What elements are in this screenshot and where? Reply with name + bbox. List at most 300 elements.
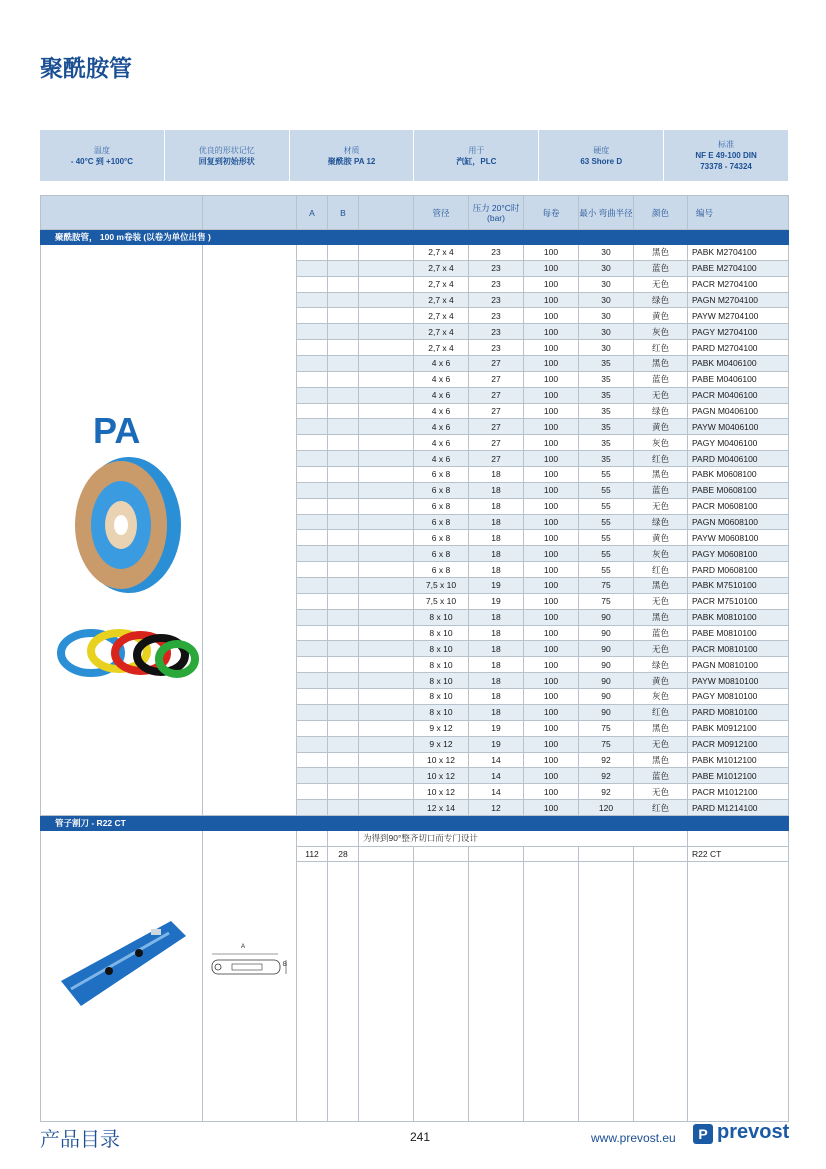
cutter-note: 为得到90°整齐切口而专门设计	[359, 831, 688, 847]
cell-code: PABE M0608100	[688, 482, 789, 498]
cell-tube: 4 x 6	[414, 371, 469, 387]
cell-a	[297, 689, 328, 705]
pa-image-label: PA	[93, 410, 141, 451]
cell-pressure: 23	[469, 324, 524, 340]
cell-color: 蓝色	[634, 625, 688, 641]
cell-pressure: 23	[469, 260, 524, 276]
cell-per-roll: 100	[524, 245, 579, 261]
cell-color: 黄色	[634, 419, 688, 435]
cell-color: 无色	[634, 387, 688, 403]
pa-tube-image-cell	[41, 245, 203, 816]
cell-a	[297, 308, 328, 324]
cell-pressure: 23	[469, 245, 524, 261]
cell-a	[297, 673, 328, 689]
cell-a	[297, 292, 328, 308]
cell-a	[297, 704, 328, 720]
cell-a	[297, 451, 328, 467]
cell-per-roll: 100	[524, 593, 579, 609]
cell-color: 无色	[634, 784, 688, 800]
cell-blank	[359, 657, 414, 673]
cell-b	[328, 689, 359, 705]
cell-color: 黄色	[634, 308, 688, 324]
cell-code: PABK M0406100	[688, 356, 789, 372]
spec-value: 63 Shore D	[580, 156, 623, 166]
cell-b	[328, 419, 359, 435]
cell-code: PABE M1012100	[688, 768, 789, 784]
cell-blank	[359, 862, 414, 1122]
cell-blank	[359, 609, 414, 625]
cell-code: PARD M1214100	[688, 800, 789, 816]
cell-blank	[359, 578, 414, 594]
cell-min-radius: 35	[579, 435, 634, 451]
cell-a	[297, 356, 328, 372]
cell-pressure: 18	[469, 689, 524, 705]
cell-a	[297, 403, 328, 419]
spec-value: 汽缸，PLC	[456, 156, 497, 166]
cell-tube: 4 x 6	[414, 451, 469, 467]
logo-mark: P	[693, 1124, 713, 1144]
cell-per-roll: 100	[524, 324, 579, 340]
cell-a	[297, 752, 328, 768]
cell-blank	[297, 862, 328, 1122]
cell-color: 蓝色	[634, 260, 688, 276]
cell-color: 黑色	[634, 609, 688, 625]
cell-per-roll: 100	[524, 276, 579, 292]
cell-min-radius: 55	[579, 530, 634, 546]
spec-cell	[40, 130, 164, 181]
cell-min-radius: 120	[579, 800, 634, 816]
cell-per-roll: 100	[524, 689, 579, 705]
cutter-icon	[51, 911, 203, 1031]
cell-pressure: 18	[469, 467, 524, 483]
cell-b	[328, 641, 359, 657]
cell-b	[328, 625, 359, 641]
cell-blank	[359, 625, 414, 641]
cell-per-roll: 100	[524, 625, 579, 641]
cell-min-radius: 90	[579, 673, 634, 689]
section-header-cutter	[41, 816, 789, 831]
cell-tube: 2,7 x 4	[414, 340, 469, 356]
cell-blank	[359, 340, 414, 356]
cell-tube: 2,7 x 4	[414, 260, 469, 276]
cell-pressure: 27	[469, 403, 524, 419]
cell-tube: 8 x 10	[414, 625, 469, 641]
cell-code: PACR M0912100	[688, 736, 789, 752]
spec-cell	[413, 130, 538, 181]
cell-per-roll: 100	[524, 403, 579, 419]
cell-min-radius: 30	[579, 308, 634, 324]
cell-pressure: 27	[469, 435, 524, 451]
cell-min-radius: 90	[579, 657, 634, 673]
section-title: 聚酰胺管， 100 m卷装 (以卷为单位出售 )	[41, 230, 789, 245]
cell-a	[297, 625, 328, 641]
cell-a	[297, 720, 328, 736]
cell-tube: 8 x 10	[414, 641, 469, 657]
cell-blank	[359, 498, 414, 514]
dimension-a-label: A	[241, 944, 246, 950]
cell-min-radius: 90	[579, 641, 634, 657]
cell-min-radius: 35	[579, 451, 634, 467]
cell-min-radius: 35	[579, 356, 634, 372]
cell-blank	[359, 260, 414, 276]
cell-tube: 6 x 8	[414, 562, 469, 578]
cell-pressure: 27	[469, 451, 524, 467]
cell-blank	[359, 673, 414, 689]
cell-blank	[414, 862, 469, 1122]
cell-code: PARD M0608100	[688, 562, 789, 578]
cell-color: 绿色	[634, 657, 688, 673]
header-b: B	[328, 196, 359, 230]
cell-blank	[359, 245, 414, 261]
cell-code: PABK M2704100	[688, 245, 789, 261]
cell-color: 红色	[634, 704, 688, 720]
cell-b	[328, 578, 359, 594]
cell-a	[297, 562, 328, 578]
cell-pressure: 23	[469, 340, 524, 356]
cell-blank	[579, 862, 634, 1122]
cell-min-radius: 90	[579, 625, 634, 641]
cell-per-roll: 100	[524, 435, 579, 451]
cell-a	[297, 657, 328, 673]
cell-blank	[359, 276, 414, 292]
cell-per-roll: 100	[524, 800, 579, 816]
cell-blank	[359, 435, 414, 451]
cell-min-radius: 30	[579, 260, 634, 276]
page-title: 聚酰胺管	[40, 55, 132, 81]
cell-tube: 6 x 8	[414, 514, 469, 530]
cell-color: 蓝色	[634, 768, 688, 784]
cell-tube: 6 x 8	[414, 467, 469, 483]
cell-tube: 6 x 8	[414, 498, 469, 514]
cell-a	[297, 482, 328, 498]
header-code: 编号	[688, 196, 789, 230]
cell-a: 112	[297, 846, 328, 862]
cell-code: PABE M0406100	[688, 371, 789, 387]
cell-a	[297, 276, 328, 292]
cell-b	[328, 657, 359, 673]
cell-tube: 10 x 12	[414, 784, 469, 800]
cell-code: PAGN M2704100	[688, 292, 789, 308]
cell-code: PAYW M0406100	[688, 419, 789, 435]
cell-b	[328, 768, 359, 784]
cell-pressure: 18	[469, 562, 524, 578]
cell-tube: 4 x 6	[414, 387, 469, 403]
cell-tube: 9 x 12	[414, 720, 469, 736]
cell-min-radius: 92	[579, 784, 634, 800]
cell-min-radius: 55	[579, 546, 634, 562]
cell-tube: 4 x 6	[414, 419, 469, 435]
cell-color: 绿色	[634, 403, 688, 419]
cell-min-radius: 75	[579, 720, 634, 736]
cell-pressure: 14	[469, 784, 524, 800]
cell-b	[328, 609, 359, 625]
table-row	[41, 245, 789, 261]
cell-a	[297, 641, 328, 657]
cell-tube: 2,7 x 4	[414, 245, 469, 261]
cell-color: 灰色	[634, 689, 688, 705]
header-empty	[359, 196, 414, 230]
cell-min-radius: 55	[579, 498, 634, 514]
section-title: 管子割刀 - R22 CT	[41, 816, 789, 831]
cell-a	[297, 260, 328, 276]
cell-pressure: 18	[469, 498, 524, 514]
cell-b	[328, 546, 359, 562]
cell-tube: 10 x 12	[414, 768, 469, 784]
cell-b	[328, 800, 359, 816]
cell-pressure: 23	[469, 276, 524, 292]
cell-per-roll: 100	[524, 546, 579, 562]
cell-per-roll: 100	[524, 419, 579, 435]
cell-pressure: 27	[469, 419, 524, 435]
cell-tube: 4 x 6	[414, 403, 469, 419]
cell-min-radius: 55	[579, 562, 634, 578]
cell-b	[328, 245, 359, 261]
product-table	[40, 195, 788, 1122]
cell-min-radius: 30	[579, 324, 634, 340]
header-empty	[203, 196, 297, 230]
cell-color: 黄色	[634, 530, 688, 546]
spec-cell	[289, 130, 414, 181]
tube-cutter-image	[41, 831, 201, 1121]
spec-label: 标准	[718, 140, 735, 149]
cell-b	[328, 720, 359, 736]
cell-per-roll: 100	[524, 514, 579, 530]
cell-a	[297, 340, 328, 356]
cell-code: PACR M0608100	[688, 498, 789, 514]
cell-color: 绿色	[634, 292, 688, 308]
spec-label: 硬度	[593, 145, 610, 155]
cell-code: PARD M0406100	[688, 451, 789, 467]
cell-b	[328, 276, 359, 292]
cell-color: 黄色	[634, 673, 688, 689]
cell-blank	[359, 846, 414, 862]
cell-color: 黑色	[634, 752, 688, 768]
cell-b	[328, 704, 359, 720]
cell-per-roll: 100	[524, 657, 579, 673]
cell-tube: 2,7 x 4	[414, 324, 469, 340]
cell-blank	[359, 419, 414, 435]
cell-code: PAGY M0608100	[688, 546, 789, 562]
cell-pressure: 18	[469, 704, 524, 720]
cell-min-radius: 30	[579, 292, 634, 308]
cell-b	[328, 292, 359, 308]
cell-code: PAGN M0608100	[688, 514, 789, 530]
cell-pressure: 14	[469, 768, 524, 784]
cell-blank	[634, 862, 688, 1122]
cell-pressure: 23	[469, 292, 524, 308]
cell-tube: 6 x 8	[414, 530, 469, 546]
spec-label: 材质	[343, 145, 360, 155]
cell-per-roll: 100	[524, 704, 579, 720]
header-a: A	[297, 196, 328, 230]
cell-tube: 2,7 x 4	[414, 308, 469, 324]
cell-tube: 4 x 6	[414, 356, 469, 372]
cell-tube: 10 x 12	[414, 752, 469, 768]
cell-tube: 8 x 10	[414, 609, 469, 625]
cell-min-radius: 35	[579, 403, 634, 419]
cell-min-radius: 92	[579, 752, 634, 768]
pa-tube-reel-image	[41, 245, 201, 815]
cell-code: PAYW M2704100	[688, 308, 789, 324]
cell-a	[297, 324, 328, 340]
cell-tube: 7,5 x 10	[414, 593, 469, 609]
cell-color: 红色	[634, 340, 688, 356]
cell-color: 无色	[634, 276, 688, 292]
cell-code: PABE M0810100	[688, 625, 789, 641]
dimension-b-label: B	[283, 962, 288, 968]
header-min-radius: 最小 弯曲半径	[579, 196, 634, 230]
cell-per-roll: 100	[524, 308, 579, 324]
cell-blank	[359, 593, 414, 609]
cell-code: PAGY M2704100	[688, 324, 789, 340]
cell-b	[328, 387, 359, 403]
cell-blank	[469, 846, 524, 862]
cell-b	[328, 831, 359, 847]
cell-per-roll: 100	[524, 768, 579, 784]
spec-label: 优良的形状记忆	[198, 145, 255, 155]
cell-a	[297, 736, 328, 752]
cell-b	[328, 498, 359, 514]
cell-b	[328, 260, 359, 276]
cell-a	[297, 435, 328, 451]
blank-cell	[203, 245, 297, 816]
cell-color: 红色	[634, 451, 688, 467]
cell-pressure: 18	[469, 609, 524, 625]
cell-code: PAGN M0406100	[688, 403, 789, 419]
cell-min-radius: 30	[579, 245, 634, 261]
cell-color: 黑色	[634, 578, 688, 594]
cell-color: 无色	[634, 498, 688, 514]
cell-blank	[359, 482, 414, 498]
cell-color: 蓝色	[634, 482, 688, 498]
cell-blank	[359, 530, 414, 546]
cell-tube: 12 x 14	[414, 800, 469, 816]
spec-label: 用于	[468, 145, 485, 155]
cell-code: PARD M2704100	[688, 340, 789, 356]
cell-a	[297, 498, 328, 514]
cell-min-radius: 92	[579, 768, 634, 784]
cell-b: 28	[328, 846, 359, 862]
cell-a	[297, 245, 328, 261]
cell-tube: 6 x 8	[414, 546, 469, 562]
spec-label: 温度	[93, 145, 110, 155]
cell-color: 黑色	[634, 720, 688, 736]
cell-a	[297, 831, 328, 847]
cell-per-roll: 100	[524, 784, 579, 800]
cell-blank	[359, 704, 414, 720]
spec-value: NF E 49-100 DIN 73378 - 74324	[695, 151, 757, 171]
cell-b	[328, 371, 359, 387]
cell-code: PAGY M0406100	[688, 435, 789, 451]
cell-per-roll: 100	[524, 387, 579, 403]
cell-per-roll: 100	[524, 578, 579, 594]
cell-color: 无色	[634, 593, 688, 609]
cell-pressure: 18	[469, 673, 524, 689]
spec-value: 回复到初始形状	[198, 156, 255, 166]
cell-a	[297, 387, 328, 403]
cell-b	[328, 467, 359, 483]
cell-blank	[359, 514, 414, 530]
cell-blank	[524, 862, 579, 1122]
cell-code: PABK M0810100	[688, 609, 789, 625]
cell-blank	[359, 689, 414, 705]
cell-blank	[328, 862, 359, 1122]
cell-pressure: 18	[469, 514, 524, 530]
cell-b	[328, 514, 359, 530]
spec-cell	[164, 130, 289, 181]
cell-per-roll: 100	[524, 356, 579, 372]
cell-blank	[359, 324, 414, 340]
cell-code: PACR M7510100	[688, 593, 789, 609]
cell-pressure: 18	[469, 546, 524, 562]
cell-code: PACR M1012100	[688, 784, 789, 800]
cell-code: PAGN M0810100	[688, 657, 789, 673]
cell-code: PAGY M0810100	[688, 689, 789, 705]
cell-min-radius: 35	[579, 387, 634, 403]
cell-blank	[359, 467, 414, 483]
cell-tube: 2,7 x 4	[414, 292, 469, 308]
cell-per-roll: 100	[524, 752, 579, 768]
cell-code: PACR M0406100	[688, 387, 789, 403]
table-header-row	[41, 196, 789, 230]
page-number: 241	[410, 1130, 431, 1144]
spec-band	[40, 130, 788, 181]
cell-min-radius: 90	[579, 609, 634, 625]
cell-a	[297, 800, 328, 816]
cell-color: 黑色	[634, 467, 688, 483]
cell-pressure: 23	[469, 308, 524, 324]
cell-code: PAYW M0810100	[688, 673, 789, 689]
cell-blank	[359, 784, 414, 800]
cell-blank	[359, 356, 414, 372]
cell-pressure: 19	[469, 578, 524, 594]
header-pressure: 压力 20°C时 (bar)	[469, 196, 524, 230]
cell-blank	[359, 451, 414, 467]
cell-blank	[359, 768, 414, 784]
cell-min-radius: 90	[579, 689, 634, 705]
cell-b	[328, 752, 359, 768]
cell-code: PABK M0608100	[688, 467, 789, 483]
header-tube: 管径	[414, 196, 469, 230]
cell-pressure: 18	[469, 530, 524, 546]
cell-pressure: 19	[469, 720, 524, 736]
cell-a	[297, 609, 328, 625]
cell-a	[297, 371, 328, 387]
cell-pressure: 19	[469, 593, 524, 609]
cell-blank	[524, 846, 579, 862]
website-link[interactable]: www.prevost.eu	[591, 1131, 676, 1145]
cell-b	[328, 340, 359, 356]
cell-blank	[414, 846, 469, 862]
cell-color: 灰色	[634, 546, 688, 562]
cell-b	[328, 435, 359, 451]
cell-per-roll: 100	[524, 562, 579, 578]
dimension-drawing-cell	[203, 831, 297, 1122]
section-header-tubes	[41, 230, 789, 245]
cell-per-roll: 100	[524, 292, 579, 308]
cell-min-radius: 75	[579, 736, 634, 752]
cell-per-roll: 100	[524, 482, 579, 498]
cell-a	[297, 784, 328, 800]
header-color: 颜色	[634, 196, 688, 230]
cell-tube: 8 x 10	[414, 704, 469, 720]
cell-pressure: 18	[469, 482, 524, 498]
cell-pressure: 18	[469, 641, 524, 657]
cell-per-roll: 100	[524, 609, 579, 625]
cell-b	[328, 324, 359, 340]
cell-a	[297, 467, 328, 483]
cell-code: PARD M0810100	[688, 704, 789, 720]
